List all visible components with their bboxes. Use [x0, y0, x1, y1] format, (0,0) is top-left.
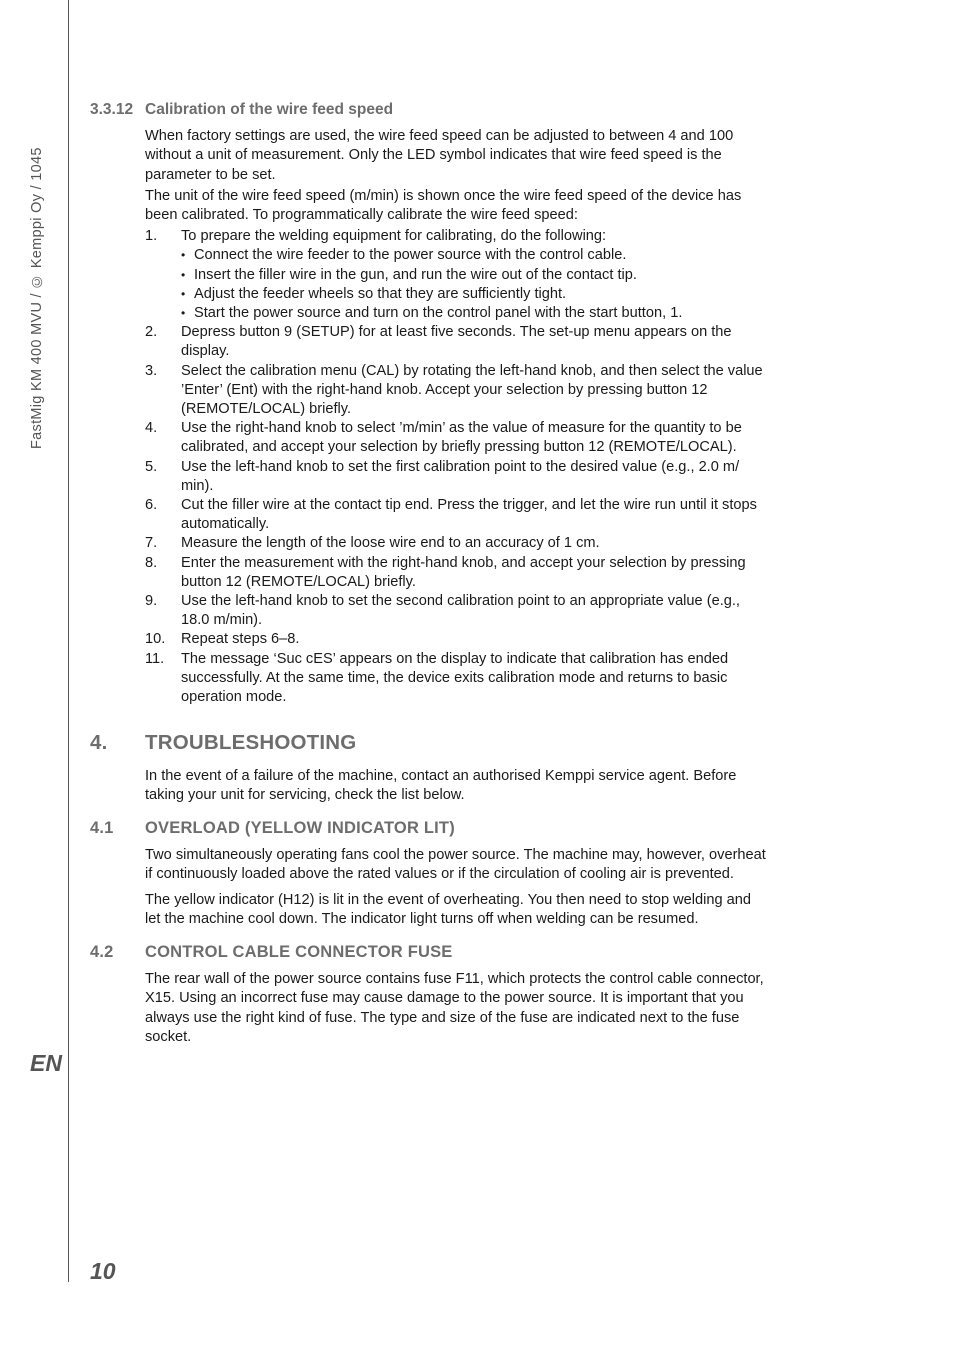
language-tag: EN	[30, 1050, 62, 1076]
section-title: Calibration of the wire feed speed	[145, 101, 394, 118]
step-number: 8.	[145, 554, 158, 571]
step-item	[145, 419, 770, 457]
section-4-1-heading	[90, 819, 770, 838]
step-text: Cut the filler wire at the contact tip end. Press the trigger, and let the wire run until it stops automatically.	[181, 497, 757, 533]
step-text: Depress button 9 (SETUP) for at least five seconds. The set-up menu appears on the display.	[181, 324, 732, 360]
step-item	[145, 323, 770, 361]
section-number: 4.	[90, 731, 108, 755]
step-text: The message ‘Suc cES’ appears on the display to indicate that calibration has ended successfully. At the same time, the device exits calibration mode and returns to basic operation mode.	[181, 650, 729, 706]
step-number: 1.	[145, 228, 158, 245]
step-number: 3.	[145, 362, 158, 379]
calibration-steps	[145, 227, 770, 246]
step-text: Select the calibration menu (CAL) by rotating the left-hand knob, and then select the value ’Enter’ (Ent) with the right-hand knob. Accept your selection by pressing button 12 (REMOTE/LOCAL) briefly.	[181, 362, 763, 418]
step-item	[145, 630, 770, 649]
step-text: To prepare the welding equipment for calibrating, do the following:	[181, 228, 607, 245]
paragraph: The unit of the wire feed speed (m/min) is shown once the wire feed speed of the device has been calibrated. To programmatically calibrate the wire feed speed:	[145, 187, 742, 224]
bullet-text: Start the power source and turn on the control panel with the start button, 1.	[194, 305, 683, 322]
step-item	[145, 534, 770, 553]
bullet-icon: •	[181, 267, 186, 282]
bullet-item	[181, 304, 770, 323]
step-number: 10.	[145, 631, 166, 648]
section-number: 4.1	[90, 818, 114, 837]
step-text: Use the left-hand knob to set the second calibration point to an appropriate value (e.g., 18.0 m/min).	[181, 593, 740, 629]
step-number: 2.	[145, 324, 158, 341]
step-item	[145, 496, 770, 534]
paragraph: Two simultaneously operating fans cool the power source. The machine may, however, overheat if continuously loaded above the rated values or if the circulation of cooling air is prevented.	[145, 847, 766, 883]
bullet-item	[181, 266, 770, 285]
section-3-3-12-heading	[90, 100, 770, 119]
bullet-text: Insert the filler wire in the gun, and run the wire out of the contact tip.	[194, 266, 637, 283]
step-number: 6.	[145, 497, 158, 514]
step-number: 11.	[145, 650, 165, 667]
section-number: 4.2	[90, 942, 114, 961]
calibration-steps-continued	[145, 323, 770, 707]
bullet-icon: •	[181, 286, 186, 301]
step-text: Use the left-hand knob to set the first calibration point to the desired value (e.g., 2.0 m/ min).	[181, 458, 740, 494]
step-item	[145, 650, 770, 708]
step-item	[145, 592, 770, 630]
section-4-2-heading	[90, 943, 770, 962]
margin-rule	[68, 0, 69, 1282]
bullet-item	[181, 285, 770, 304]
step-item	[145, 362, 770, 420]
bullet-text: Adjust the feeder wheels so that they are sufficiently tight.	[194, 285, 567, 302]
bullet-icon: •	[181, 306, 186, 321]
preparation-bullets	[181, 246, 770, 323]
section-title: TROUBLESHOOTING	[145, 731, 357, 755]
paragraph: When factory settings are used, the wire feed speed can be adjusted to between 4 and 100 without a unit of measurement. Only the LED symbol indicates that wire feed speed is the parameter to be set.	[145, 128, 734, 183]
step-text: Repeat steps 6–8.	[181, 631, 300, 648]
page-content	[90, 100, 770, 1049]
paragraph: In the event of a failure of the machine, contact an authorised Kemppi service agent. Before taking your unit for servicing, check the list below.	[145, 767, 737, 803]
step-text: Enter the measurement with the right-hand knob, and accept your selection by pressing button 12 (REMOTE/LOCAL) briefly.	[181, 554, 746, 590]
bullet-item	[181, 246, 770, 265]
bullet-text: Connect the wire feeder to the power source with the control cable.	[194, 247, 627, 264]
step-text: Use the right-hand knob to select ’m/min’ as the value of measure for the quantity to be calibrated, and accept your selection by briefly pressing button 12 (REMOTE/LOCAL).	[181, 420, 742, 456]
bullet-icon: •	[181, 248, 186, 263]
step-number: 9.	[145, 593, 158, 610]
step-item	[145, 227, 770, 246]
page-number: 10	[90, 1258, 116, 1284]
section-title: OVERLOAD (YELLOW INDICATOR LIT)	[145, 818, 455, 837]
step-text: Measure the length of the loose wire end to an accuracy of 1 cm.	[181, 535, 600, 552]
section-4-heading	[90, 731, 770, 755]
step-item	[145, 458, 770, 496]
running-side-title: FastMig KM 400 MVU / © Kemppi Oy / 1045	[29, 147, 45, 449]
step-number: 5.	[145, 458, 158, 475]
section-number: 3.3.12	[90, 101, 134, 118]
paragraph: The yellow indicator (H12) is lit in the event of overheating. You then need to stop welding and let the machine cool down. The indicator light turns off when welding can be resumed.	[145, 891, 752, 927]
paragraph: The rear wall of the power source contains fuse F11, which protects the control cable connector, X15. Using an incorrect fuse may cause damage to the power source. It is important that you always use the right kind of fuse. The type and size of the fuse are indicated next to the fuse socket.	[145, 971, 764, 1045]
step-item	[145, 554, 770, 592]
section-title: CONTROL CABLE CONNECTOR FUSE	[145, 942, 453, 961]
step-number: 4.	[145, 420, 158, 437]
step-number: 7.	[145, 535, 158, 552]
